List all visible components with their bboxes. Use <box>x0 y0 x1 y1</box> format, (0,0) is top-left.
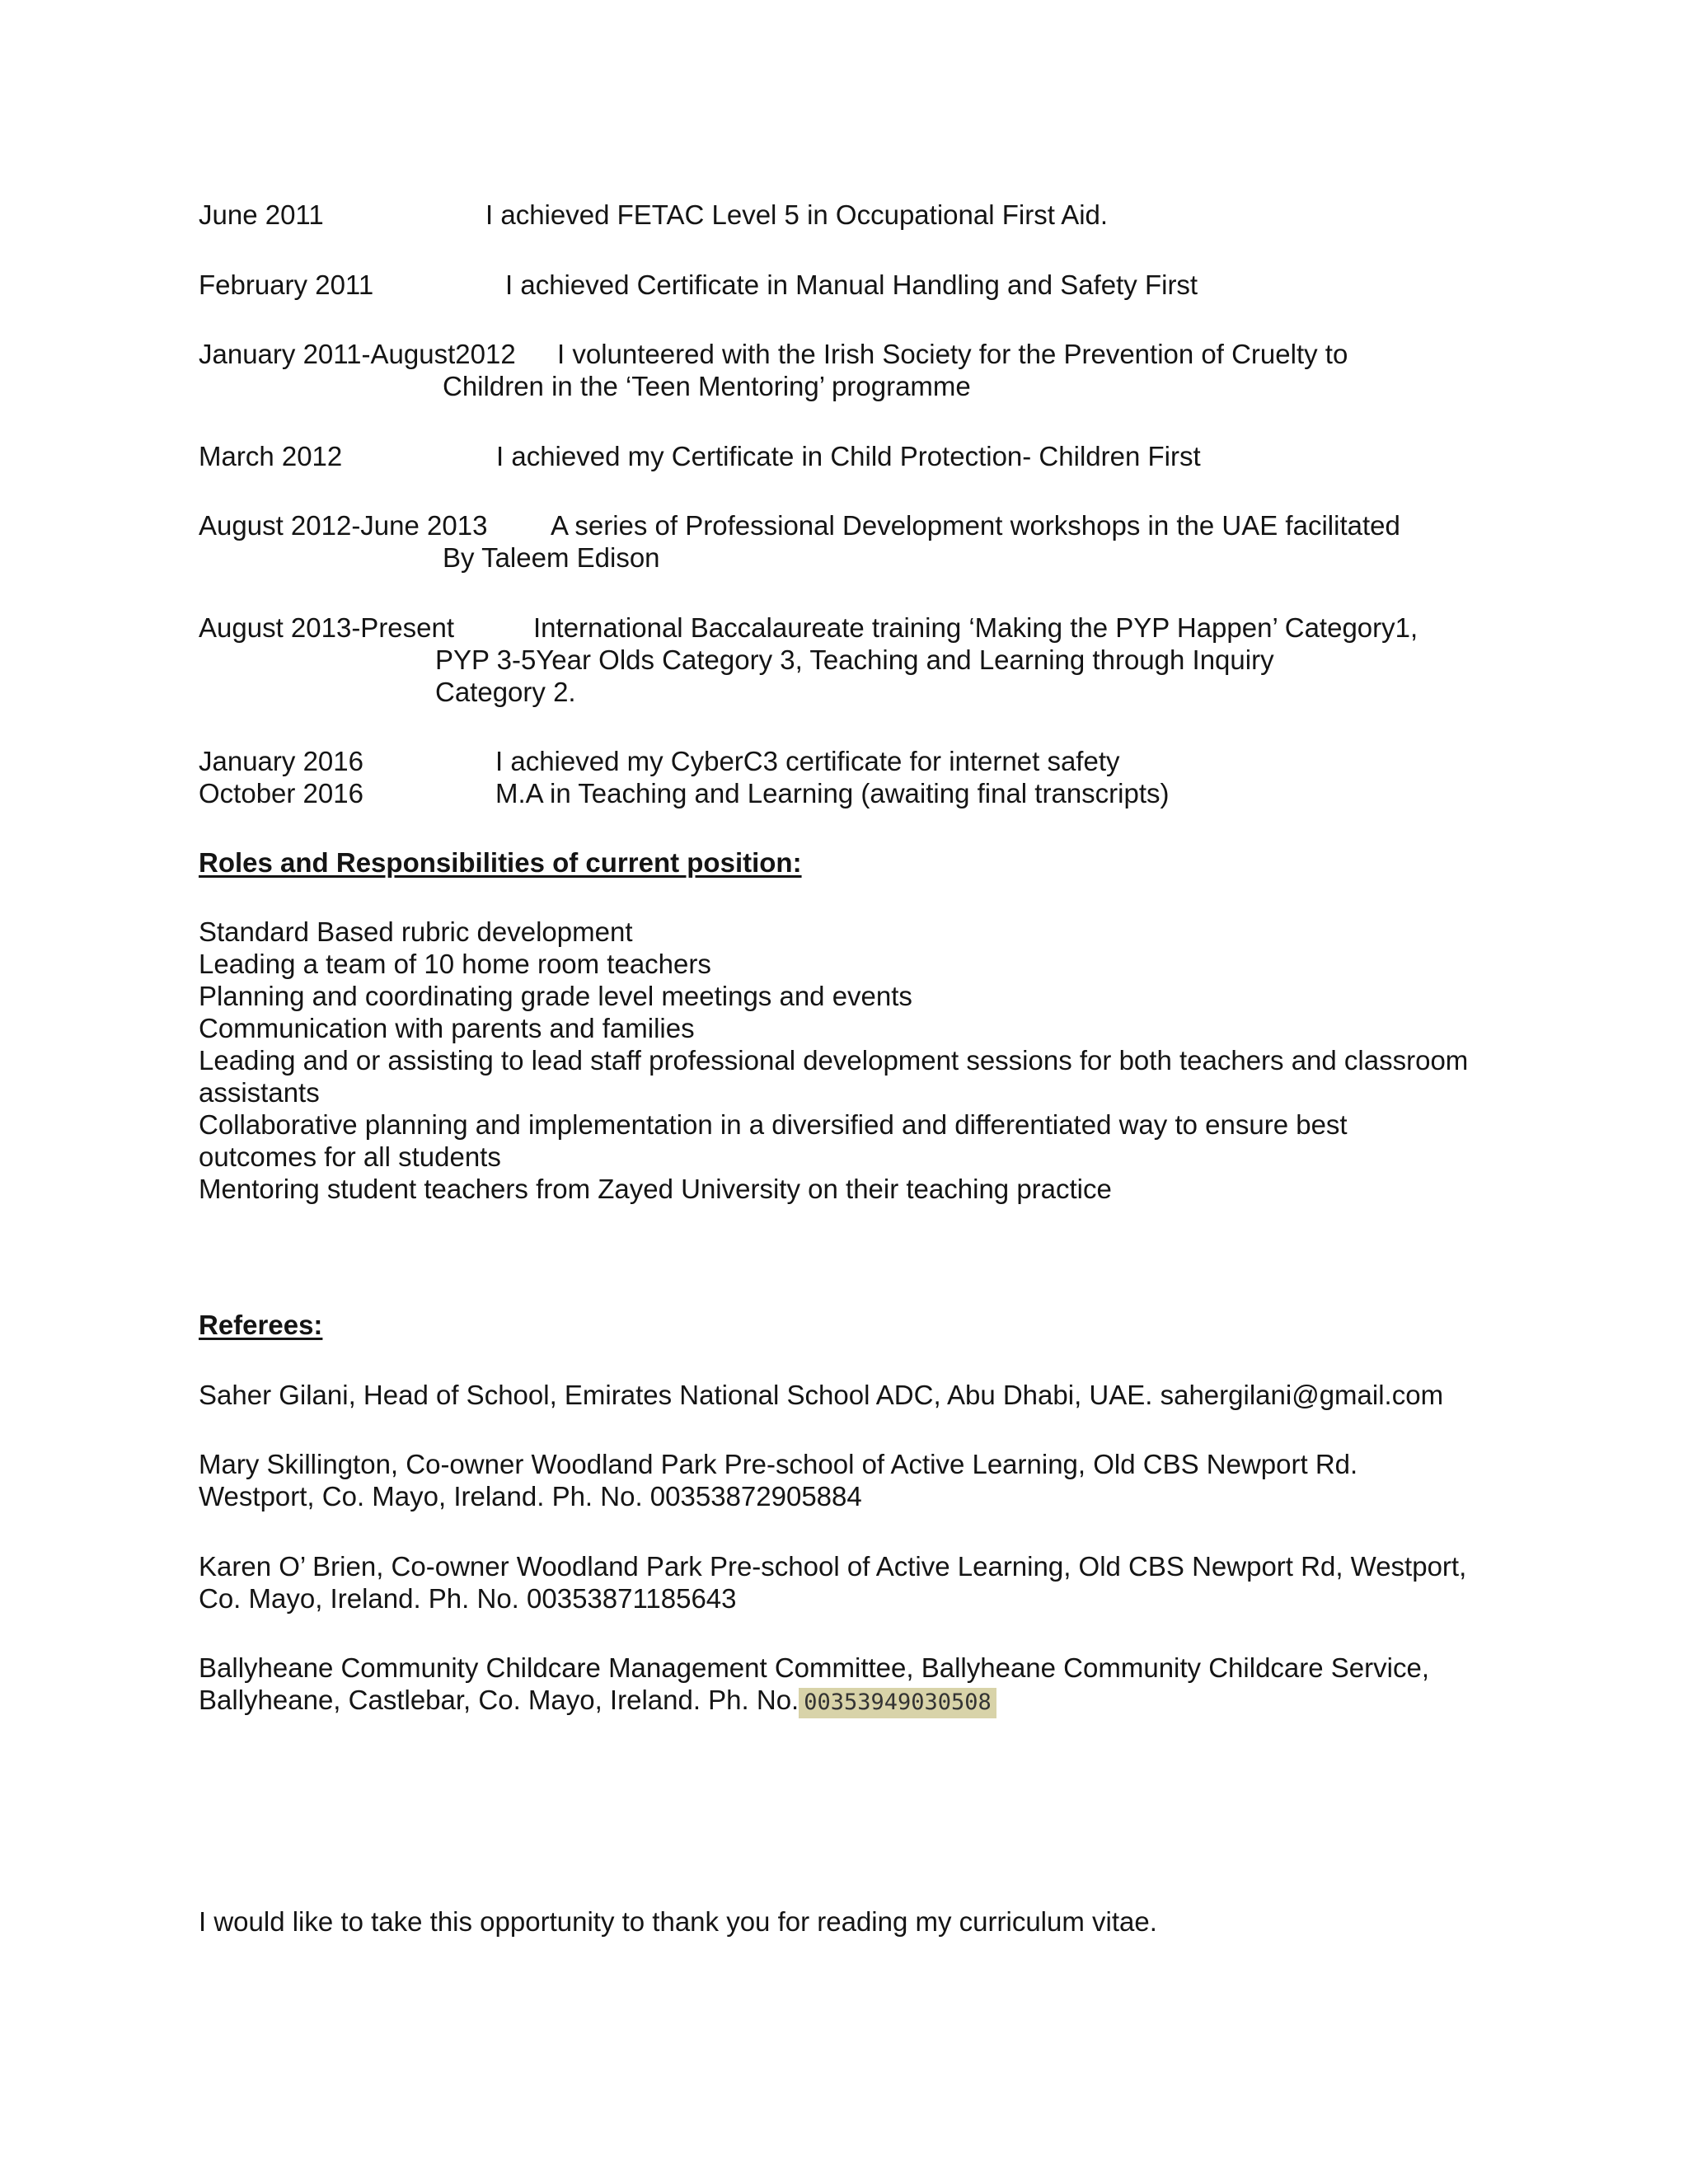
referee-line: Ballyheane, Castlebar, Co. Mayo, Ireland. Ph. No. <box>199 1685 799 1715</box>
referee-line-with-phone <box>199 1684 996 1718</box>
referee-line: Co. Mayo, Ireland. Ph. No. 00353871185643 <box>199 1583 737 1614</box>
highlighted-phone-number: 00353949030508 <box>799 1688 996 1718</box>
timeline-date: January 2011-August2012 <box>199 339 516 369</box>
timeline-text: I achieved Certificate in Manual Handling and Safety First <box>505 269 1198 300</box>
timeline-date: October 2016 <box>199 778 363 808</box>
roles-line: assistants <box>199 1077 320 1108</box>
timeline-text: M.A in Teaching and Learning (awaiting final transcripts) <box>495 778 1170 808</box>
timeline-date: January 2016 <box>199 746 363 776</box>
timeline-text: PYP 3-5Year Olds Category 3, Teaching and Learning through Inquiry <box>435 644 1274 675</box>
timeline-text: I achieved my CyberC3 certificate for internet safety <box>495 746 1120 776</box>
roles-line: Leading and or assisting to lead staff professional development sessions for both teachers and classroom <box>199 1045 1469 1076</box>
timeline-text: Children in the ‘Teen Mentoring’ programme <box>443 371 971 401</box>
timeline-date: June 2011 <box>199 199 324 230</box>
timeline-date: February 2011 <box>199 269 374 300</box>
roles-line: Collaborative planning and implementation in a diversified and differentiated way to ensure best <box>199 1109 1348 1140</box>
timeline-text: Category 2. <box>435 677 576 707</box>
roles-line: Planning and coordinating grade level meetings and events <box>199 981 912 1011</box>
roles-line: Leading a team of 10 home room teachers <box>199 949 711 979</box>
referee-line: Mary Skillington, Co-owner Woodland Park Pre-school of Active Learning, Old CBS Newport Rd. <box>199 1449 1358 1479</box>
referee-line: Saher Gilani, Head of School, Emirates National School ADC, Abu Dhabi, UAE. sahergilani@gmail.com <box>199 1380 1444 1410</box>
roles-heading: Roles and Responsibilities of current position: <box>199 847 802 878</box>
timeline-text: A series of Professional Development workshops in the UAE facilitated <box>551 510 1400 541</box>
roles-line: Communication with parents and families <box>199 1013 695 1043</box>
roles-line: Mentoring student teachers from Zayed University on their teaching practice <box>199 1174 1112 1204</box>
roles-line: Standard Based rubric development <box>199 916 633 947</box>
timeline-text: I volunteered with the Irish Society for the Prevention of Cruelty to <box>557 339 1348 369</box>
referee-line: Karen O’ Brien, Co-owner Woodland Park Pre-school of Active Learning, Old CBS Newport Rd, Westport, <box>199 1551 1467 1582</box>
timeline-text: I achieved my Certificate in Child Protection- Children First <box>496 441 1201 471</box>
timeline-date: August 2013-Present <box>199 612 455 643</box>
timeline-text: International Baccalaureate training ‘Making the PYP Happen’ Category1, <box>533 612 1418 643</box>
timeline-date: August 2012-June 2013 <box>199 510 488 541</box>
referees-heading: Referees: <box>199 1310 323 1340</box>
timeline-text: By Taleem Edison <box>443 542 660 573</box>
timeline-date: March 2012 <box>199 441 343 471</box>
closing-statement: I would like to take this opportunity to thank you for reading my curriculum vitae. <box>199 1906 1157 1937</box>
referee-line: Ballyheane Community Childcare Management Committee, Ballyheane Community Childcare Service, <box>199 1652 1429 1683</box>
referee-line: Westport, Co. Mayo, Ireland. Ph. No. 00353872905884 <box>199 1481 862 1511</box>
roles-line: outcomes for all students <box>199 1141 501 1172</box>
timeline-text: I achieved FETAC Level 5 in Occupational First Aid. <box>485 199 1109 230</box>
